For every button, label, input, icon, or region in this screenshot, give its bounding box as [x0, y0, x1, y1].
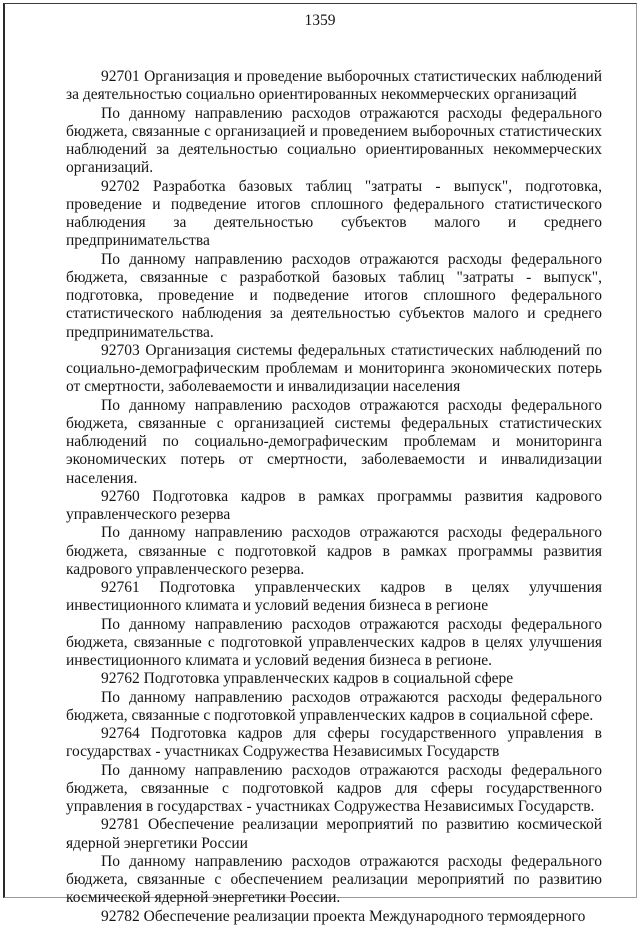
description-92781: По данному направлению расходов отражаются расходы федерального бюджета, связанные с обеспечением реализации мероприятий по развитию космической ядерной энергетики России. — [66, 852, 602, 907]
description-92703: По данному направлению расходов отражаются расходы федерального бюджета, связанные с организацией системы федеральных статистических наблюдений по социально-демографическим проблемам и мониторинга экономических потерь от смертности, заболеваемости и инвалидизации населения. — [66, 396, 602, 487]
code-heading-92781: 92781 Обеспечение реализации мероприятий по развитию космической ядерной энергетики России — [66, 816, 602, 852]
code-heading-92782: 92782 Обеспечение реализации проекта Международного термоядерного — [101, 907, 586, 925]
document-body — [66, 68, 602, 926]
page-number: 1359 — [304, 12, 336, 29]
code-heading-92702: 92702 Разработка базовых таблиц "затраты - выпуск", подготовка, проведение и подведение итогов сплошного федерального статистического наблюдения за деятельностью субъектов малого и среднего предпринимательства — [66, 177, 602, 250]
description-92702: По данному направлению расходов отражаются расходы федерального бюджета, связанные с разработкой базовых таблиц "затраты - выпуск", подготовка, проведение и подведение итогов сплошного федерального статистического наблюдения за деятельностью субъектов малого и среднего предпринимательства. — [66, 250, 602, 341]
description-92761: По данному направлению расходов отражаются расходы федерального бюджета, связанные с подготовкой управленческих кадров в целях улучшения инвестиционного климата и условий ведения бизнеса в регионе. — [66, 615, 602, 669]
code-heading-92761: 92761 Подготовка управленческих кадров в целях улучшения инвестиционного климата и условий ведения бизнеса в регионе — [66, 579, 602, 615]
description-92764: По данному направлению расходов отражаются расходы федерального бюджета, связанные с подготовкой кадров для сферы государственного управления в государствах - участниках Содружества Независимых Государств. — [66, 761, 602, 815]
description-92762: По данному направлению расходов отражаются расходы федерального бюджета, связанные с подготовкой управленческих кадров в социальной сфере. — [66, 688, 602, 724]
description-92760: По данному направлению расходов отражаются расходы федерального бюджета, связанные с подготовкой кадров в рамках программы развития кадрового управленческого резерва. — [66, 524, 602, 578]
description-92701: По данному направлению расходов отражаются расходы федерального бюджета, связанные с организацией и проведением выборочных статистических наблюдений за деятельностью социально ориентированных некоммерческих организаций. — [66, 104, 602, 177]
code-heading-92703: 92703 Организация системы федеральных статистических наблюдений по социально-демографическим проблемам и мониторинга экономических потерь от смертности, заболеваемости и инвалидизации населения — [66, 341, 602, 396]
code-heading-92760: 92760 Подготовка кадров в рамках программы развития кадрового управленческого резерва — [66, 487, 602, 523]
code-heading-92762: 92762 Подготовка управленческих кадров в социальной сфере — [101, 670, 514, 688]
code-heading-92764: 92764 Подготовка кадров для сферы государственного управления в государствах - участниках Содружества Независимых Государств — [66, 725, 602, 761]
code-heading-92701: 92701 Организация и проведение выборочных статистических наблюдений за деятельностью социально ориентированных некоммерческих организаций — [66, 68, 602, 104]
